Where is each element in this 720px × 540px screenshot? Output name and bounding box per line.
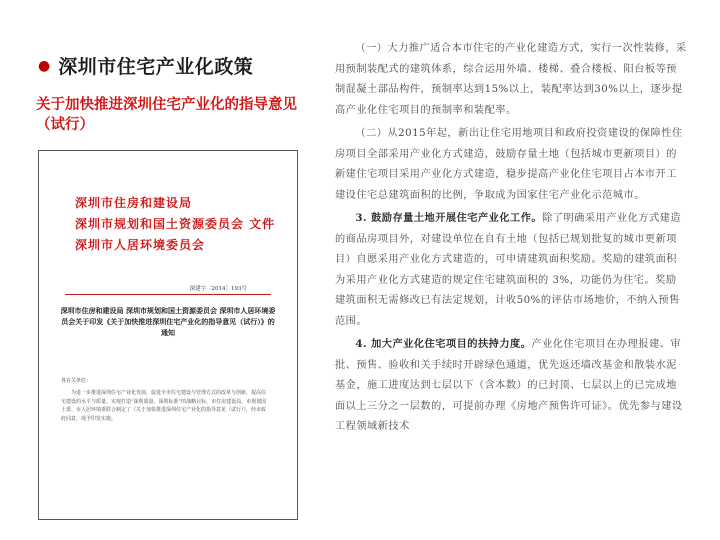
document-header — [75, 193, 275, 256]
bullet-icon: ● — [38, 57, 51, 74]
slide-title: 深圳市住宅产业化政策 — [58, 56, 254, 78]
document-header-line: 深圳市住房和建设局 — [75, 196, 193, 210]
paragraph-lead: 3. 鼓励存量土地开展住宅产业化工作。 — [355, 212, 543, 224]
policy-text — [335, 38, 687, 438]
paragraph-text: 产业化住宅项目在办理报建、审批、预售、验收和关手续时开辟绿色通道，优先返还墙改基金和散装水泥基金，施工进度达到七层以下（含本数）的已封顶、七层以上的已完成地面以上三分之一层数的，可提前办理《房地产预售许可证》。优先参与建设工程领域新技术 — [335, 339, 683, 432]
policy-paragraph — [335, 208, 687, 332]
document-body: 为进一步推进深圳住宅产业化发展，促进全市住宅建设与管理方式的改革与创新，提高住宅建设的水平与质量，实现打造“深圳质量、深圳标准”的战略目标，市住房建设局、市规划国土委、市人居环境委联合制定了《关于加快推进深圳住宅产业化的指导意见（试行）》，经市政府同意，现予印发实施。 — [61, 390, 267, 422]
document-number: 深建字〔2014〕193号 — [189, 286, 247, 292]
policy-paragraph — [335, 38, 687, 121]
slide-title-row — [38, 52, 253, 79]
document-salutation: 各有关单位： — [61, 378, 92, 384]
slide-subtitle: 关于加快推进深圳住宅产业化的指导意见（试行） — [36, 97, 297, 133]
paragraph-text: 除了明确采用产业化方式建造的商品房项目外，对建设单位在自有土地（包括已规划批复的城市更新项目）自愿采用产业化方式建造的，可申请建筑面积奖励。奖励的建筑面积为采用产业化方式建造的规定住宅建筑面积的 3%，功能仍为住宅。奖励建筑面积无需修改已有法定规划，计收50%的评估市场地价，不纳入预售范围。 — [335, 213, 682, 327]
document-header-line: 深圳市规划和国土资源委员会 文件 — [75, 217, 276, 231]
document-title: 深圳市住房和建设局 深圳市规划和国土资源委员会 深圳市人居环境委员会关于印发《关于加快推进深圳住宅产业化的指导意见（试行）》的通知 — [60, 306, 276, 337]
document-header-line: 深圳市人居环境委员会 — [75, 238, 206, 252]
document-divider — [65, 294, 271, 295]
policy-paragraph — [335, 123, 687, 206]
paragraph-lead: 4. 加大产业化住宅项目的扶持力度。 — [355, 338, 532, 350]
paragraph-text: （一）大力推广适合本市住宅的产业化建造方式，实行一次性装修，采用预制装配式的建筑体系，综合运用外墙、楼梯、叠合楼板、阳台板等预制混凝土部品构件，预制率达到15%以上，装配率达到30%以上，逐步提高产业化住宅项目的预制率和装配率。 — [335, 43, 687, 116]
paragraph-text: （二）从2015年起，新出让住宅用地项目和政府投资建设的保障性住房项目全部采用产业化方式建造，鼓励存量土地（包括城市更新项目）的新建住宅项目采用产业化方式建造，稳步提高产业化住宅项目占本市开工建设住宅总建筑面积的比例，争取成为国家住宅产业化示范城市。 — [335, 128, 683, 201]
policy-paragraph — [335, 334, 687, 438]
document-image — [38, 150, 298, 520]
